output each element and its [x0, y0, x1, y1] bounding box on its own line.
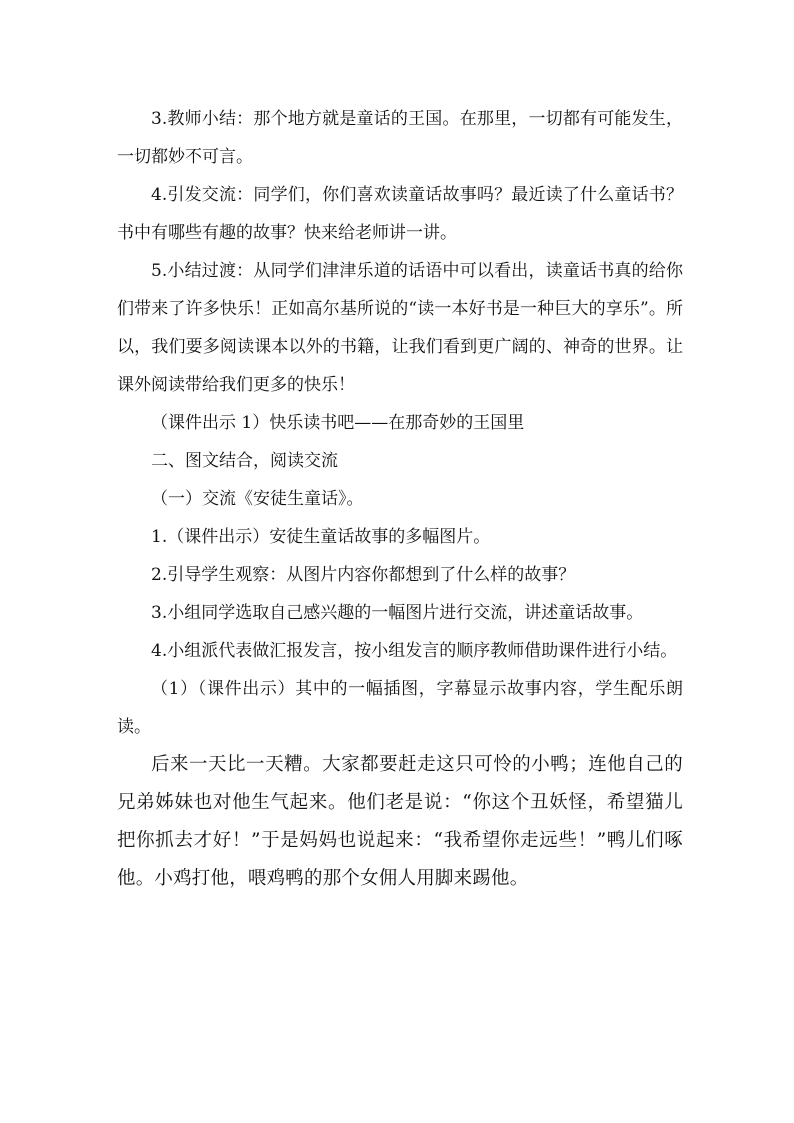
document-page [117, 100, 683, 898]
paragraph-courseware-1: （课件出示 1）快乐读书吧——在那奇妙的王国里 [151, 413, 525, 433]
section-heading-2: 二、图文结合，阅读交流 [151, 451, 338, 471]
paragraph-step-3: 3.小组同学选取自己感兴趣的一幅图片进行交流，讲述童话故事。 [151, 603, 644, 623]
paragraph-step-4-1: （1）（课件出示）其中的一幅插图，字幕显示故事内容，学生配乐朗读。 [117, 679, 683, 737]
paragraph-step-2: 2.引导学生观察：从图片内容你都想到了什么样的故事？ [151, 565, 576, 585]
story-excerpt [117, 746, 683, 898]
paragraph-step-1: 1.（课件出示）安徒生童话故事的多幅图片。 [151, 527, 491, 547]
paragraph-discussion-prompt: 4.引发交流：同学们，你们喜欢读童话故事吗？最近读了什么童话书？书中有哪些有趣的故事？快来给老师讲一讲。 [117, 185, 683, 243]
paragraph-step-4: 4.小组派代表做汇报发言，按小组发言的顺序教师借助课件进行小结。 [151, 641, 678, 661]
story-paragraph: 后来一天比一天糟。大家都要赶走这只可怜的小鸭；连他自己的兄弟姊妹也对他生气起来。他们老是说：“你这个丑妖怪，希望猫儿把你抓去才好！”于是妈妈也说起来：“我希望你走远些！”鸭儿们啄他。小鸡打他，喂鸡鸭的那个女佣人用脚来踢他。 [117, 754, 683, 889]
subsection-heading-1: （一）交流《安徒生童话》。 [151, 489, 364, 509]
paragraph-transition-summary: 5.小结过渡：从同学们津津乐道的话语中可以看出，读童话书真的给你们带来了许多快乐！正如高尔基所说的“读一本好书是一种巨大的享乐”。所以，我们要多阅读课本以外的书籍，让我们看到更广阔的、神奇的世界。让课外阅读带给我们更多的快乐！ [117, 261, 683, 395]
paragraph-teacher-summary: 3.教师小结：那个地方就是童话的王国。在那里，一切都有可能发生，一切都妙不可言。 [117, 109, 683, 167]
